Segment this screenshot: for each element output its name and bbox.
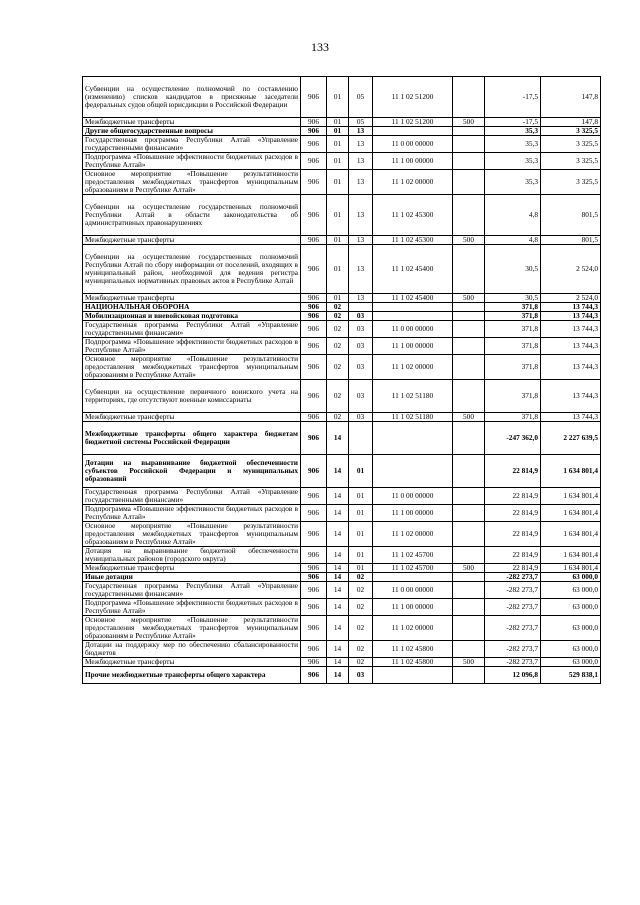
row-name: Другие общегосударственные вопросы [83,127,301,136]
ministry-code: 906 [301,413,327,422]
subsection-code: 02 [349,658,373,667]
ministry-code: 906 [301,294,327,303]
ministry-code: 906 [301,303,327,312]
section-code: 14 [327,658,349,667]
expense-type-code [453,599,485,616]
amount-total: 801,5 [541,236,601,245]
expense-type-code [453,195,485,236]
target-article-code [373,667,453,684]
amount-change: 35,3 [485,136,541,153]
row-name: Межбюджетные трансферты общего характера бюджетам бюджетной системы Российской Федерации [83,422,301,455]
table-row [83,455,601,488]
amount-total: 13 744,3 [541,338,601,355]
row-name: Субвенции на осуществление первичного воинского учета на территориях, где отсутствуют военные комиссариаты [83,380,301,413]
row-name: Межбюджетные трансферты [83,413,301,422]
table-row [83,413,601,422]
expense-type-code: 500 [453,564,485,573]
section-code: 01 [327,153,349,170]
amount-total: 13 744,3 [541,312,601,321]
amount-total: 3 325,5 [541,136,601,153]
amount-total: 13 744,3 [541,380,601,413]
expense-type-code [453,455,485,488]
table-row [83,522,601,547]
row-name: Прочие межбюджетные трансферты общего характера [83,667,301,684]
ministry-code: 906 [301,170,327,195]
expense-type-code [453,641,485,658]
expense-type-code [453,505,485,522]
subsection-code: 01 [349,505,373,522]
expense-type-code [453,312,485,321]
expense-type-code [453,573,485,582]
expense-type-code [453,667,485,684]
row-name: Государственная программа Республики Алтай «Управление государственными финансами» [83,136,301,153]
subsection-code [349,422,373,455]
table-row [83,77,601,118]
target-article-code: 11 0 00 00000 [373,321,453,338]
amount-change: 371,8 [485,380,541,413]
row-name: Подпрограмма «Повышение эффективности бюджетных расходов в Республике Алтай» [83,338,301,355]
row-name: Государственная программа Республики Алтай «Управление государственными финансами» [83,488,301,505]
ministry-code: 906 [301,127,327,136]
row-name: Иные дотации [83,573,301,582]
amount-change: 35,3 [485,153,541,170]
amount-change: 371,8 [485,303,541,312]
target-article-code: 11 1 02 51180 [373,380,453,413]
amount-total: 63 000,0 [541,573,601,582]
section-code: 14 [327,599,349,616]
amount-total: 1 634 801,4 [541,455,601,488]
amount-total: 147,8 [541,118,601,127]
amount-change: -282 273,7 [485,599,541,616]
row-name: Основное мероприятие «Повышение результативности предоставления межбюджетных трансфертов муниципальным образованиям в Республике Алтай» [83,355,301,380]
table-row [83,321,601,338]
target-article-code: 11 1 00 00000 [373,153,453,170]
row-name: Субвенции на осуществление государственных полномочий Республики Алтай по сбору информации от поселений, входящих в муниципальный район, необходимой для ведения регистра муниципальных нормативных правовых актов в Республике Алтай [83,245,301,294]
ministry-code: 906 [301,641,327,658]
ministry-code: 906 [301,616,327,641]
expense-type-code [453,303,485,312]
row-name: Межбюджетные трансферты [83,658,301,667]
amount-total: 63 000,0 [541,599,601,616]
target-article-code: 11 1 02 45400 [373,245,453,294]
section-code: 14 [327,667,349,684]
section-code: 02 [327,338,349,355]
amount-total: 2 524,0 [541,294,601,303]
amount-total: 1 634 801,4 [541,547,601,564]
target-article-code: 11 1 00 00000 [373,338,453,355]
amount-change: -282 273,7 [485,573,541,582]
table-row [83,355,601,380]
row-name: Межбюджетные трансферты [83,294,301,303]
table-row [83,312,601,321]
section-code: 14 [327,616,349,641]
amount-total: 529 838,1 [541,667,601,684]
amount-change: -282 273,7 [485,582,541,599]
subsection-code: 13 [349,127,373,136]
target-article-code: 11 1 02 51200 [373,118,453,127]
ministry-code: 906 [301,658,327,667]
target-article-code: 11 0 00 00000 [373,582,453,599]
target-article-code: 11 0 00 00000 [373,488,453,505]
subsection-code: 13 [349,245,373,294]
ministry-code: 906 [301,338,327,355]
amount-change: 35,3 [485,127,541,136]
section-code: 01 [327,136,349,153]
section-code: 14 [327,522,349,547]
section-code: 14 [327,582,349,599]
amount-total: 2 227 639,5 [541,422,601,455]
subsection-code: 05 [349,77,373,118]
target-article-code: 11 1 02 45800 [373,641,453,658]
expense-type-code: 500 [453,118,485,127]
ministry-code: 906 [301,77,327,118]
section-code: 14 [327,564,349,573]
amount-change: 371,8 [485,338,541,355]
amount-total: 3 325,5 [541,153,601,170]
ministry-code: 906 [301,488,327,505]
table-row [83,245,601,294]
table-row [83,236,601,245]
table-row [83,338,601,355]
section-code: 01 [327,77,349,118]
expense-type-code [453,616,485,641]
subsection-code: 01 [349,522,373,547]
subsection-code: 13 [349,136,373,153]
subsection-code: 03 [349,380,373,413]
row-name: Дотации на поддержку мер по обеспечению сбалансированности бюджетов [83,641,301,658]
amount-total: 13 744,3 [541,413,601,422]
target-article-code [373,127,453,136]
amount-change: 4,8 [485,236,541,245]
subsection-code: 02 [349,599,373,616]
ministry-code: 906 [301,118,327,127]
amount-total: 3 325,5 [541,170,601,195]
table-row [83,573,601,582]
row-name: Межбюджетные трансферты [83,564,301,573]
expense-type-code: 500 [453,658,485,667]
expense-type-code [453,136,485,153]
target-article-code: 11 1 02 51200 [373,77,453,118]
expense-type-code [453,488,485,505]
subsection-code: 13 [349,170,373,195]
page-number: 133 [311,40,329,54]
row-name: Межбюджетные трансферты [83,118,301,127]
table-row [83,294,601,303]
target-article-code: 11 1 02 00000 [373,355,453,380]
amount-total: 1 634 801,4 [541,488,601,505]
amount-change: -282 273,7 [485,616,541,641]
table-row [83,380,601,413]
target-article-code: 11 1 02 45700 [373,564,453,573]
ministry-code: 906 [301,236,327,245]
target-article-code: 11 1 02 45300 [373,236,453,245]
section-code: 01 [327,195,349,236]
subsection-code: 01 [349,547,373,564]
amount-change: 22 814,9 [485,505,541,522]
table-row [83,118,601,127]
table-row [83,505,601,522]
table-row [83,195,601,236]
amount-total: 63 000,0 [541,582,601,599]
amount-change: -247 362,0 [485,422,541,455]
row-name: Межбюджетные трансферты [83,236,301,245]
section-code: 14 [327,547,349,564]
amount-change: 30,5 [485,294,541,303]
amount-total: 13 744,3 [541,321,601,338]
amount-total: 13 744,3 [541,303,601,312]
subsection-code: 03 [349,321,373,338]
section-code: 14 [327,455,349,488]
amount-change: 12 096,8 [485,667,541,684]
amount-change: 371,8 [485,321,541,338]
target-article-code [373,455,453,488]
table-row [83,582,601,599]
budget-table [82,76,601,684]
table-row [83,616,601,641]
amount-total: 147,8 [541,77,601,118]
subsection-code: 01 [349,564,373,573]
expense-type-code [453,422,485,455]
target-article-code [373,312,453,321]
row-name: Подпрограмма «Повышение эффективности бюджетных расходов в Республике Алтай» [83,153,301,170]
row-name: Субвенции на осуществление государственных полномочий Республики Алтай в области законодательства об административных правонарушениях [83,195,301,236]
expense-type-code [453,582,485,599]
amount-change: 371,8 [485,413,541,422]
target-article-code: 11 1 02 51180 [373,413,453,422]
expense-type-code [453,127,485,136]
table-row [83,303,601,312]
ministry-code: 906 [301,599,327,616]
ministry-code: 906 [301,245,327,294]
amount-change: 35,3 [485,170,541,195]
target-article-code [373,573,453,582]
amount-total: 1 634 801,4 [541,522,601,547]
section-code: 01 [327,118,349,127]
ministry-code: 906 [301,312,327,321]
section-code: 02 [327,312,349,321]
row-name: Основное мероприятие «Повышение результативности предоставления межбюджетных трансфертов муниципальным образованиям в Республике Алтай» [83,170,301,195]
table-row [83,658,601,667]
target-article-code: 11 1 02 45800 [373,658,453,667]
ministry-code: 906 [301,321,327,338]
table-row [83,170,601,195]
section-code: 14 [327,422,349,455]
amount-change: 371,8 [485,355,541,380]
table-row [83,641,601,658]
ministry-code: 906 [301,667,327,684]
subsection-code: 03 [349,413,373,422]
table-row [83,422,601,455]
subsection-code: 02 [349,573,373,582]
target-article-code [373,422,453,455]
target-article-code: 11 1 02 00000 [373,616,453,641]
amount-total: 1 634 801,4 [541,564,601,573]
row-name: Подпрограмма «Повышение эффективности бюджетных расходов в Республике Алтай» [83,599,301,616]
amount-total: 801,5 [541,195,601,236]
expense-type-code: 500 [453,236,485,245]
target-article-code: 11 1 02 45700 [373,547,453,564]
ministry-code: 906 [301,355,327,380]
target-article-code: 11 1 02 00000 [373,170,453,195]
amount-change: -17,5 [485,118,541,127]
amount-total: 1 634 801,4 [541,505,601,522]
row-name: Дотация на выравнивание бюджетной обеспеченности муниципальных районов (городского округа) [83,547,301,564]
section-code: 01 [327,236,349,245]
row-name: НАЦИОНАЛЬНАЯ ОБОРОНА [83,303,301,312]
section-code: 14 [327,573,349,582]
ministry-code: 906 [301,505,327,522]
section-code: 02 [327,355,349,380]
table-row [83,564,601,573]
amount-change: -17,5 [485,77,541,118]
section-code: 01 [327,294,349,303]
subsection-code: 05 [349,118,373,127]
row-name: Государственная программа Республики Алтай «Управление государственными финансами» [83,582,301,599]
table-row [83,667,601,684]
row-name: Основное мероприятие «Повышение результативности предоставления межбюджетных трансфертов муниципальным образованиям в Республике Алтай» [83,616,301,641]
amount-total: 3 325,5 [541,127,601,136]
row-name: Основное мероприятие «Повышение результативности предоставления межбюджетных трансфертов муниципальным образованиям в Республике Алтай» [83,522,301,547]
ministry-code: 906 [301,422,327,455]
subsection-code: 13 [349,195,373,236]
expense-type-code: 500 [453,413,485,422]
expense-type-code [453,338,485,355]
subsection-code: 01 [349,488,373,505]
target-article-code [373,303,453,312]
table-row [83,599,601,616]
subsection-code: 13 [349,236,373,245]
ministry-code: 906 [301,522,327,547]
table-row [83,488,601,505]
subsection-code: 03 [349,355,373,380]
target-article-code: 11 1 00 00000 [373,599,453,616]
amount-change: 4,8 [485,195,541,236]
ministry-code: 906 [301,573,327,582]
expense-type-code [453,321,485,338]
ministry-code: 906 [301,380,327,413]
section-code: 02 [327,380,349,413]
expense-type-code [453,170,485,195]
section-code: 14 [327,641,349,658]
ministry-code: 906 [301,455,327,488]
section-code: 01 [327,127,349,136]
expense-type-code [453,77,485,118]
amount-change: 371,8 [485,312,541,321]
subsection-code: 02 [349,582,373,599]
row-name: Дотации на выравнивание бюджетной обеспеченности субъектов Российской Федерации и муниципальных образований [83,455,301,488]
amount-change: -282 273,7 [485,658,541,667]
row-name: Подпрограмма «Повышение эффективности бюджетных расходов в Республике Алтай» [83,505,301,522]
section-code: 14 [327,505,349,522]
subsection-code: 02 [349,616,373,641]
subsection-code: 13 [349,153,373,170]
amount-total: 63 000,0 [541,641,601,658]
ministry-code: 906 [301,547,327,564]
amount-total: 2 524,0 [541,245,601,294]
row-name: Мобилизационная и вневойсковая подготовка [83,312,301,321]
section-code: 01 [327,245,349,294]
subsection-code: 03 [349,338,373,355]
table-row [83,136,601,153]
target-article-code: 11 1 02 45400 [373,294,453,303]
expense-type-code [453,380,485,413]
subsection-code: 03 [349,667,373,684]
table-row [83,547,601,564]
target-article-code: 11 1 02 45300 [373,195,453,236]
ministry-code: 906 [301,195,327,236]
section-code: 02 [327,321,349,338]
amount-change: -282 273,7 [485,641,541,658]
ministry-code: 906 [301,564,327,573]
subsection-code: 13 [349,294,373,303]
target-article-code: 11 1 00 00000 [373,505,453,522]
amount-change: 22 814,9 [485,488,541,505]
row-name: Субвенции на осуществление полномочий по составлению (изменению) списков кандидатов в присяжные заседатели федеральных судов общей юрисдикции в Российской Федерации [83,77,301,118]
amount-total: 63 000,0 [541,658,601,667]
ministry-code: 906 [301,582,327,599]
amount-change: 22 814,9 [485,522,541,547]
target-article-code: 11 0 00 00000 [373,136,453,153]
amount-total: 63 000,0 [541,616,601,641]
section-code: 01 [327,170,349,195]
expense-type-code [453,547,485,564]
expense-type-code [453,355,485,380]
expense-type-code: 500 [453,294,485,303]
amount-change: 30,5 [485,245,541,294]
subsection-code: 02 [349,641,373,658]
expense-type-code [453,153,485,170]
table-row [83,153,601,170]
expense-type-code [453,245,485,294]
section-code: 02 [327,303,349,312]
expense-type-code [453,522,485,547]
subsection-code: 01 [349,455,373,488]
amount-change: 22 814,9 [485,547,541,564]
amount-change: 22 814,9 [485,564,541,573]
amount-total: 13 744,3 [541,355,601,380]
section-code: 02 [327,413,349,422]
subsection-code: 03 [349,312,373,321]
ministry-code: 906 [301,153,327,170]
section-code: 14 [327,488,349,505]
subsection-code [349,303,373,312]
target-article-code: 11 1 02 00000 [373,522,453,547]
amount-change: 22 814,9 [485,455,541,488]
row-name: Государственная программа Республики Алтай «Управление государственными финансами» [83,321,301,338]
table-row [83,127,601,136]
ministry-code: 906 [301,136,327,153]
